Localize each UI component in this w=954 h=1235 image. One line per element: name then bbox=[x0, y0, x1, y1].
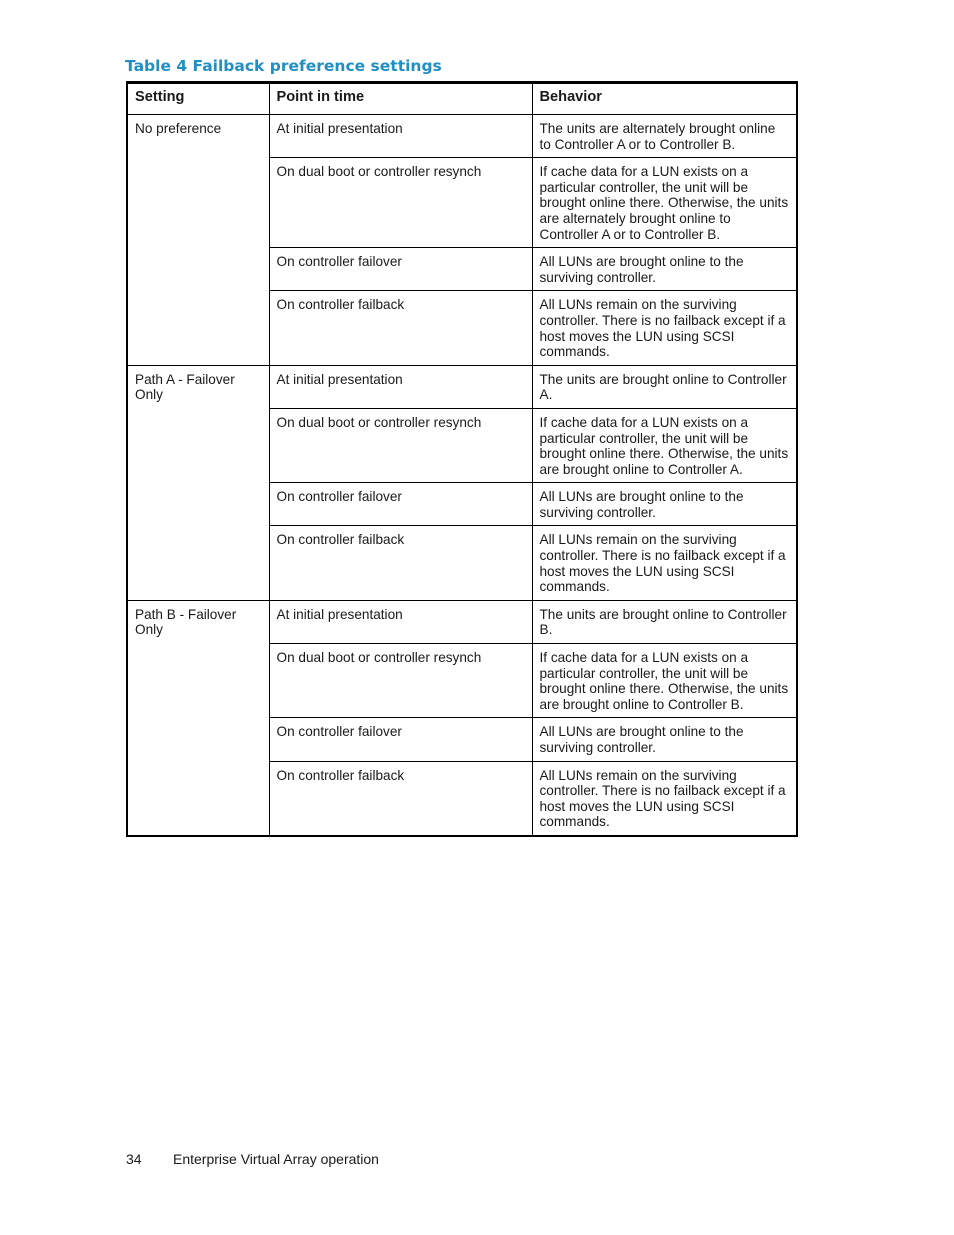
behavior-cell: All LUNs remain on the surviving controller. There is no failback except if a host moves the LUN using SCSI commands. bbox=[532, 526, 797, 600]
point-in-time-cell: At initial presentation bbox=[269, 600, 532, 643]
point-in-time-cell: On controller failover bbox=[269, 483, 532, 526]
point-in-time-cell: On controller failover bbox=[269, 248, 532, 291]
footer-section-title: Enterprise Virtual Array operation bbox=[173, 1151, 379, 1167]
behavior-cell: If cache data for a LUN exists on a particular controller, the unit will be brought online there. Otherwise, the units are brought online to Controller A. bbox=[532, 408, 797, 482]
point-in-time-cell: At initial presentation bbox=[269, 365, 532, 408]
header-behavior: Behavior bbox=[532, 83, 797, 115]
behavior-cell: All LUNs are brought online to the surviving controller. bbox=[532, 248, 797, 291]
setting-cell: Path A - Failover Only bbox=[127, 365, 269, 600]
header-point-in-time: Point in time bbox=[269, 83, 532, 115]
point-in-time-cell: At initial presentation bbox=[269, 115, 532, 158]
point-in-time-cell: On controller failover bbox=[269, 718, 532, 761]
point-in-time-cell: On dual boot or controller resynch bbox=[269, 408, 532, 482]
setting-cell: Path B - Failover Only bbox=[127, 600, 269, 836]
behavior-cell: The units are alternately brought online to Controller A or to Controller B. bbox=[532, 115, 797, 158]
behavior-cell: All LUNs remain on the surviving controller. There is no failback except if a host moves the LUN using SCSI commands. bbox=[532, 761, 797, 836]
table-row bbox=[127, 600, 797, 643]
behavior-cell: If cache data for a LUN exists on a particular controller, the unit will be brought online there. Otherwise, the units are brought online to Controller B. bbox=[532, 644, 797, 718]
point-in-time-cell: On dual boot or controller resynch bbox=[269, 644, 532, 718]
setting-cell: No preference bbox=[127, 115, 269, 366]
table-header-row bbox=[127, 83, 797, 115]
behavior-cell: All LUNs are brought online to the surviving controller. bbox=[532, 483, 797, 526]
header-setting: Setting bbox=[127, 83, 269, 115]
point-in-time-cell: On controller failback bbox=[269, 526, 532, 600]
behavior-cell: The units are brought online to Controller A. bbox=[532, 365, 797, 408]
table-row bbox=[127, 115, 797, 158]
point-in-time-cell: On controller failback bbox=[269, 291, 532, 365]
behavior-cell: All LUNs are brought online to the surviving controller. bbox=[532, 718, 797, 761]
behavior-cell: The units are brought online to Controller B. bbox=[532, 600, 797, 643]
behavior-cell: If cache data for a LUN exists on a particular controller, the unit will be brought online there. Otherwise, the units are alternately brought online to Controller A or to Controller B. bbox=[532, 158, 797, 248]
point-in-time-cell: On dual boot or controller resynch bbox=[269, 158, 532, 248]
failback-preference-table bbox=[126, 81, 798, 837]
point-in-time-cell: On controller failback bbox=[269, 761, 532, 836]
page-number: 34 bbox=[126, 1151, 142, 1167]
behavior-cell: All LUNs remain on the surviving controller. There is no failback except if a host moves the LUN using SCSI commands. bbox=[532, 291, 797, 365]
table-caption: Table 4 Failback preference settings bbox=[125, 57, 442, 75]
table-row bbox=[127, 365, 797, 408]
